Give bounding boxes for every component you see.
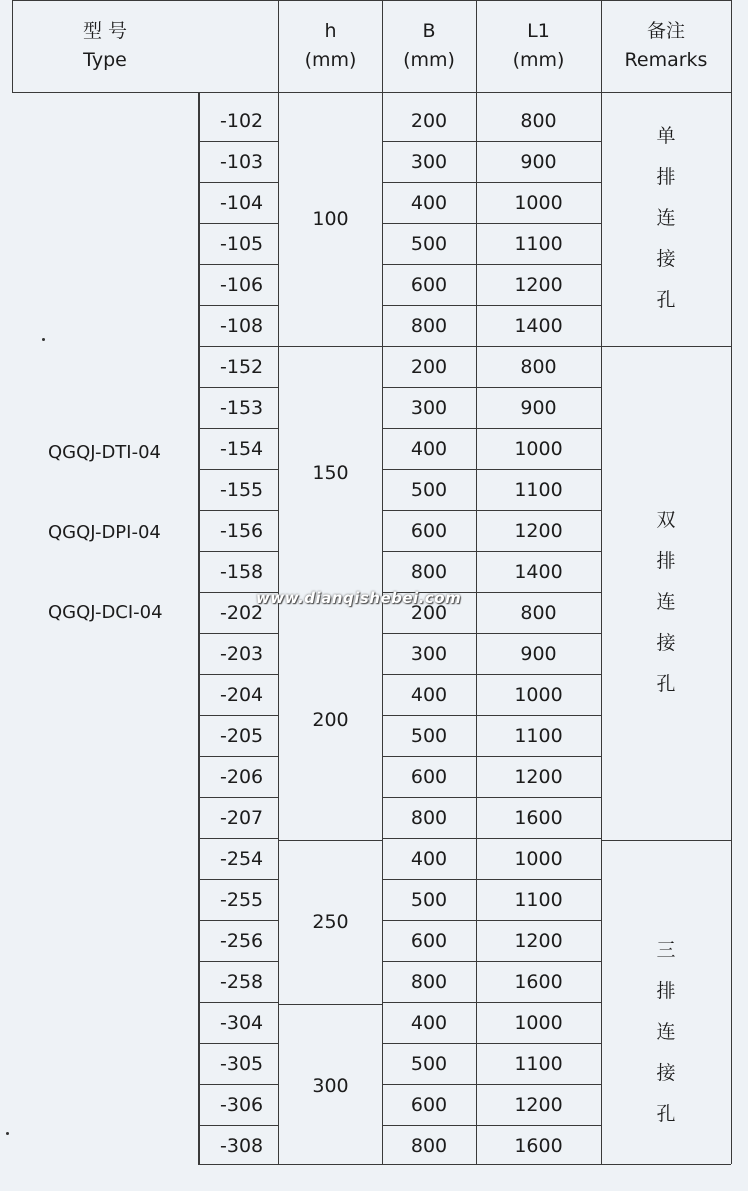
b-column-divider: [382, 0, 383, 1164]
b-value-cell: 600: [410, 519, 448, 542]
row-divider: [198, 510, 278, 511]
remark-char: 接: [656, 248, 676, 270]
l1-value-cell: 1400: [514, 560, 563, 583]
l1-value-cell: 1600: [514, 1134, 563, 1157]
remark-char: 接: [656, 1062, 676, 1084]
b-value-cell: 500: [410, 232, 448, 255]
remark-char: 排: [656, 550, 676, 572]
header-remarks-en: Remarks: [624, 49, 708, 71]
row-divider: [198, 961, 278, 962]
b-value-cell: 800: [410, 970, 448, 993]
b-value-cell: 500: [410, 724, 448, 747]
type-code-cell: -106: [220, 273, 264, 296]
h-column-divider: [278, 0, 279, 1164]
b-value-cell: 200: [410, 601, 448, 624]
header-remarks: [601, 0, 731, 92]
type-code-cell: -103: [220, 150, 264, 173]
row-divider: [382, 346, 476, 347]
table-border-left: [12, 0, 13, 92]
row-divider: [198, 633, 278, 634]
row-divider: [476, 1125, 601, 1126]
scan-speck: [42, 338, 45, 341]
l1-value-cell: 1200: [514, 1093, 563, 1116]
row-divider: [476, 551, 601, 552]
b-value-cell: 600: [410, 765, 448, 788]
row-divider: [476, 797, 601, 798]
b-value-cell: 300: [410, 642, 448, 665]
row-divider: [476, 674, 601, 675]
type-code-cell: -256: [220, 929, 264, 952]
row-divider: [198, 1043, 278, 1044]
row-divider: [198, 1084, 278, 1085]
row-divider: [476, 387, 601, 388]
b-value-cell: 200: [410, 355, 448, 378]
type-code-cell: -102: [220, 109, 264, 132]
l1-value-cell: 900: [520, 150, 557, 173]
h-group-cell: 150: [312, 462, 349, 484]
b-value-cell: 300: [410, 150, 448, 173]
row-divider: [382, 920, 476, 921]
row-divider: [198, 1002, 278, 1003]
h-group-divider: [279, 840, 382, 841]
row-divider: [198, 920, 278, 921]
b-value-cell: 400: [410, 1011, 448, 1034]
row-divider: [198, 551, 278, 552]
l1-value-cell: 800: [520, 109, 557, 132]
type-code-cell: -306: [220, 1093, 264, 1116]
row-divider: [382, 879, 476, 880]
l1-value-cell: 1100: [514, 888, 563, 911]
row-divider: [476, 305, 601, 306]
row-divider: [382, 551, 476, 552]
l1-value-cell: 1100: [514, 232, 563, 255]
row-divider: [198, 264, 278, 265]
row-divider: [382, 1043, 476, 1044]
type-code-cell: -105: [220, 232, 264, 255]
row-divider: [198, 182, 278, 183]
row-divider: [476, 182, 601, 183]
l1-value-cell: 1000: [514, 847, 563, 870]
row-divider: [198, 428, 278, 429]
row-divider: [198, 756, 278, 757]
b-value-cell: 200: [410, 109, 448, 132]
row-divider: [198, 305, 278, 306]
header-b-unit: (mm): [403, 49, 455, 71]
remark-group-divider: [601, 346, 731, 347]
type-code-cell: -156: [220, 519, 264, 542]
l1-value-cell: 1100: [514, 478, 563, 501]
row-divider: [476, 715, 601, 716]
h-group-divider: [279, 1004, 382, 1005]
l1-value-cell: 800: [520, 355, 557, 378]
row-divider: [476, 920, 601, 921]
row-divider: [382, 223, 476, 224]
l1-value-cell: 1000: [514, 437, 563, 460]
row-divider: [476, 346, 601, 347]
h-group-cell: 200: [312, 709, 349, 731]
row-divider: [382, 182, 476, 183]
row-divider: [198, 797, 278, 798]
row-divider: [476, 961, 601, 962]
remark-char: 排: [656, 166, 676, 188]
l1-column-divider: [476, 0, 477, 1164]
header-divider: [12, 92, 731, 93]
b-value-cell: 300: [410, 396, 448, 419]
type-code-cell: -206: [220, 765, 264, 788]
row-divider: [476, 1084, 601, 1085]
b-value-cell: 500: [410, 1052, 448, 1075]
b-value-cell: 400: [410, 437, 448, 460]
h-group-cell: 300: [312, 1075, 349, 1097]
row-divider: [382, 264, 476, 265]
row-divider: [382, 1002, 476, 1003]
row-divider: [476, 264, 601, 265]
b-value-cell: 800: [410, 314, 448, 337]
header-l1-unit: (mm): [512, 49, 565, 71]
row-divider: [382, 510, 476, 511]
b-value-cell: 800: [410, 806, 448, 829]
l1-value-cell: 1100: [514, 724, 563, 747]
type-code-cell: -304: [220, 1011, 264, 1034]
remark-char: 连: [656, 591, 676, 613]
row-divider: [382, 469, 476, 470]
b-value-cell: 600: [410, 1093, 448, 1116]
row-divider: [198, 223, 278, 224]
table-border-top: [12, 0, 731, 1]
row-divider: [382, 141, 476, 142]
type-code-cell: -255: [220, 888, 264, 911]
row-divider: [476, 633, 601, 634]
b-value-cell: 500: [410, 478, 448, 501]
row-divider: [198, 387, 278, 388]
row-divider: [198, 838, 278, 839]
row-divider: [476, 756, 601, 757]
row-divider: [476, 838, 601, 839]
l1-value-cell: 1100: [514, 1052, 563, 1075]
l1-value-cell: 1600: [514, 806, 563, 829]
l1-value-cell: 1200: [514, 765, 563, 788]
type-code-cell: -207: [220, 806, 264, 829]
row-divider: [198, 1125, 278, 1126]
l1-value-cell: 1400: [514, 314, 563, 337]
row-divider: [198, 715, 278, 716]
row-divider: [382, 838, 476, 839]
header-h-label: h: [324, 20, 337, 42]
header-h: [279, 0, 382, 92]
type-code-cell: -153: [220, 396, 264, 419]
type-code-cell: -205: [220, 724, 264, 747]
header-l1-label: L1: [527, 20, 550, 42]
type-code-cell: -154: [220, 437, 264, 460]
remark-char: 排: [656, 980, 676, 1002]
row-divider: [476, 428, 601, 429]
b-value-cell: 400: [410, 191, 448, 214]
remarks-column-divider: [601, 0, 602, 1164]
l1-value-cell: 1200: [514, 273, 563, 296]
remark-char: 孔: [656, 289, 676, 311]
remark-char: 双: [656, 509, 676, 531]
l1-value-cell: 900: [520, 396, 557, 419]
code-column-divider: [198, 92, 200, 1164]
row-divider: [198, 469, 278, 470]
header-remarks-cn: 备注: [646, 20, 685, 42]
b-value-cell: 600: [410, 929, 448, 952]
header-type-cn: 型 号: [82, 20, 128, 42]
h-group-divider: [279, 346, 382, 347]
l1-value-cell: 1000: [514, 1011, 563, 1034]
row-divider: [382, 715, 476, 716]
b-value-cell: 600: [410, 273, 448, 296]
model-name: QGQJ-DPI-04: [48, 522, 161, 543]
l1-value-cell: 1200: [514, 519, 563, 542]
l1-value-cell: 1200: [514, 929, 563, 952]
row-divider: [382, 633, 476, 634]
header-b-label: B: [422, 20, 436, 42]
type-code-cell: -258: [220, 970, 264, 993]
table-border-right: [731, 0, 732, 1164]
remark-triple-row: [601, 930, 731, 1135]
remark-char: 单: [656, 125, 676, 147]
remark-char: 接: [656, 632, 676, 654]
row-divider: [476, 1043, 601, 1044]
type-code-cell: -155: [220, 478, 264, 501]
l1-value-cell: 800: [520, 601, 557, 624]
row-divider: [476, 141, 601, 142]
header-l1: [476, 0, 601, 92]
row-divider: [382, 387, 476, 388]
row-divider: [382, 756, 476, 757]
h-group-cell: 250: [312, 911, 349, 933]
remark-double-row: [601, 500, 731, 705]
header-type-en: Type: [83, 49, 127, 71]
row-divider: [382, 674, 476, 675]
b-value-cell: 500: [410, 888, 448, 911]
row-divider: [198, 674, 278, 675]
row-divider: [382, 1125, 476, 1126]
model-name: QGQJ-DCI-04: [48, 602, 163, 623]
row-divider: [476, 469, 601, 470]
row-divider: [382, 1084, 476, 1085]
header-type: [12, 0, 198, 92]
row-divider: [476, 223, 601, 224]
header-b: [382, 0, 476, 92]
type-code-cell: -204: [220, 683, 264, 706]
remark-char: 连: [656, 1021, 676, 1043]
row-divider: [382, 797, 476, 798]
table-border-bottom: [198, 1164, 731, 1165]
b-value-cell: 800: [410, 560, 448, 583]
type-code-cell: -203: [220, 642, 264, 665]
type-code-cell: -202: [220, 601, 264, 624]
l1-value-cell: 1000: [514, 683, 563, 706]
type-code-cell: -108: [220, 314, 264, 337]
row-divider: [198, 346, 278, 347]
b-value-cell: 400: [410, 847, 448, 870]
model-name: QGQJ-DTI-04: [48, 442, 162, 463]
remark-single-row: [601, 116, 731, 321]
remark-group-divider: [601, 840, 731, 841]
row-divider: [382, 428, 476, 429]
row-divider: [476, 510, 601, 511]
type-code-cell: -152: [220, 355, 264, 378]
remark-char: 孔: [656, 673, 676, 695]
row-divider: [476, 1002, 601, 1003]
type-code-cell: -305: [220, 1052, 264, 1075]
row-divider: [476, 879, 601, 880]
type-code-cell: -254: [220, 847, 264, 870]
l1-value-cell: 1000: [514, 191, 563, 214]
type-code-cell: -158: [220, 560, 264, 583]
b-value-cell: 800: [410, 1134, 448, 1157]
header-h-unit: (mm): [304, 49, 357, 71]
watermark: www.dianqishebei.com: [256, 589, 462, 607]
row-divider: [198, 141, 278, 142]
remark-char: 连: [656, 207, 676, 229]
l1-value-cell: 1600: [514, 970, 563, 993]
scan-speck: [6, 1132, 9, 1135]
b-value-cell: 400: [410, 683, 448, 706]
type-code-cell: -104: [220, 191, 264, 214]
row-divider: [198, 879, 278, 880]
h-group-cell: 100: [312, 208, 349, 230]
l1-value-cell: 900: [520, 642, 557, 665]
type-code-cell: -308: [220, 1134, 264, 1157]
row-divider: [476, 592, 601, 593]
remark-char: 孔: [656, 1103, 676, 1125]
row-divider: [382, 961, 476, 962]
remark-char: 三: [656, 939, 676, 961]
row-divider: [382, 305, 476, 306]
